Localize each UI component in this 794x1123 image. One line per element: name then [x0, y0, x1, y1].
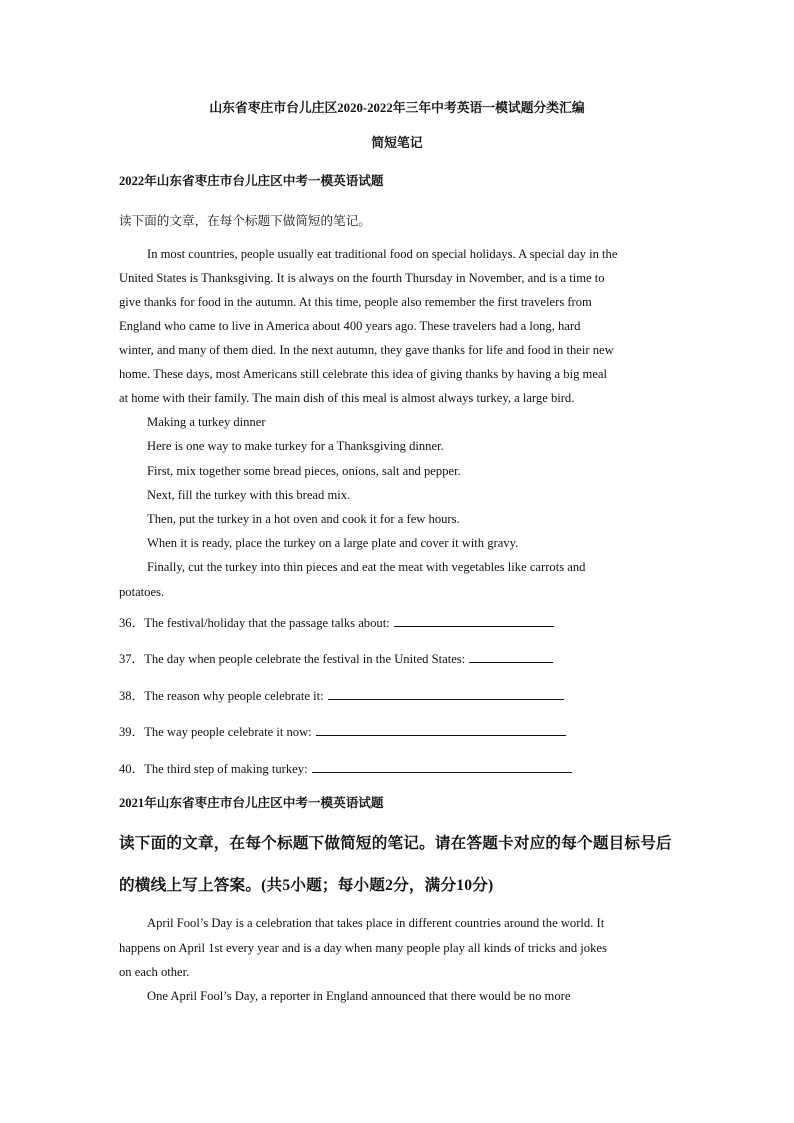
passage-line: In most countries, people usually eat traditional food on special holidays. A special day in the — [147, 247, 618, 261]
passage-line: United States is Thanksgiving. It is always on the fourth Thursday in November, and is a time to — [119, 271, 605, 285]
question-38 — [119, 686, 564, 704]
recipe-step: Then, put the turkey in a hot oven and cook it for a few hours. — [147, 512, 460, 526]
recipe-step: Finally, cut the turkey into thin pieces and eat the meat with vegetables like carrots and — [147, 560, 586, 574]
answer-blank-40[interactable] — [312, 759, 572, 773]
section-instruction-2021: 读下面的文章，在每个标题下做简短的笔记。请在答题卡对应的每个题目标号后 — [119, 835, 672, 852]
passage-line: winter, and many of them died. In the next autumn, they gave thanks for life and food in their new — [119, 343, 614, 357]
passage-line: potatoes. — [119, 585, 165, 599]
passage-line: home. These days, most Americans still celebrate this idea of giving thanks by having a big meal — [119, 367, 608, 381]
passage-line: happens on April 1st every year and is a day when many people play all kinds of tricks and jokes — [119, 941, 607, 955]
question-text: 40．The third step of making turkey: — [119, 762, 308, 776]
recipe-step: First, mix together some bread pieces, onions, salt and pepper. — [147, 464, 461, 478]
document-title: 山东省枣庄市台儿庄区2020-2022年三年中考英语一模试题分类汇编 — [209, 101, 585, 115]
recipe-step: When it is ready, place the turkey on a large plate and cover it with gravy. — [147, 536, 519, 550]
answer-blank-37[interactable] — [469, 649, 553, 663]
section-instruction-2022: 读下面的文章，在每个标题下做简短的笔记。 — [119, 214, 371, 228]
passage-line: give thanks for food in the autumn. At this time, people also remember the first travelers from — [119, 295, 592, 309]
answer-blank-36[interactable] — [394, 613, 554, 627]
document-subtitle: 简短笔记 — [371, 136, 423, 150]
passage-line: at home with their family. The main dish of this meal is almost always turkey, a large bird. — [119, 391, 575, 405]
passage-line: on each other. — [119, 965, 190, 979]
question-text: 36．The festival/holiday that the passage talks about: — [119, 616, 390, 630]
passage-line: England who came to live in America about 400 years ago. These travelers had a long, hard — [119, 319, 581, 333]
passage-line: April Fool’s Day is a celebration that takes place in different countries around the world. It — [147, 916, 605, 930]
section-heading-2021: 2021年山东省枣庄市台儿庄区中考一模英语试题 — [119, 796, 384, 810]
recipe-title: Making a turkey dinner — [147, 415, 266, 429]
question-36 — [119, 613, 554, 631]
question-40 — [119, 759, 572, 777]
question-text: 39．The way people celebrate it now: — [119, 725, 312, 739]
question-39 — [119, 722, 566, 740]
section-instruction-2021: 的横线上写上答案。(共5小题；每小题2分，满分10分) — [119, 877, 494, 894]
recipe-step: Next, fill the turkey with this bread mix. — [147, 488, 351, 502]
question-37 — [119, 649, 553, 667]
passage-line: Here is one way to make turkey for a Thanksgiving dinner. — [147, 439, 444, 453]
passage-line: One April Fool’s Day, a reporter in England announced that there would be no more — [147, 989, 571, 1003]
question-text: 38．The reason why people celebrate it: — [119, 689, 324, 703]
section-heading-2022: 2022年山东省枣庄市台儿庄区中考一模英语试题 — [119, 174, 384, 188]
question-text: 37．The day when people celebrate the festival in the United States: — [119, 652, 466, 666]
answer-blank-38[interactable] — [328, 686, 564, 700]
answer-blank-39[interactable] — [316, 722, 566, 736]
